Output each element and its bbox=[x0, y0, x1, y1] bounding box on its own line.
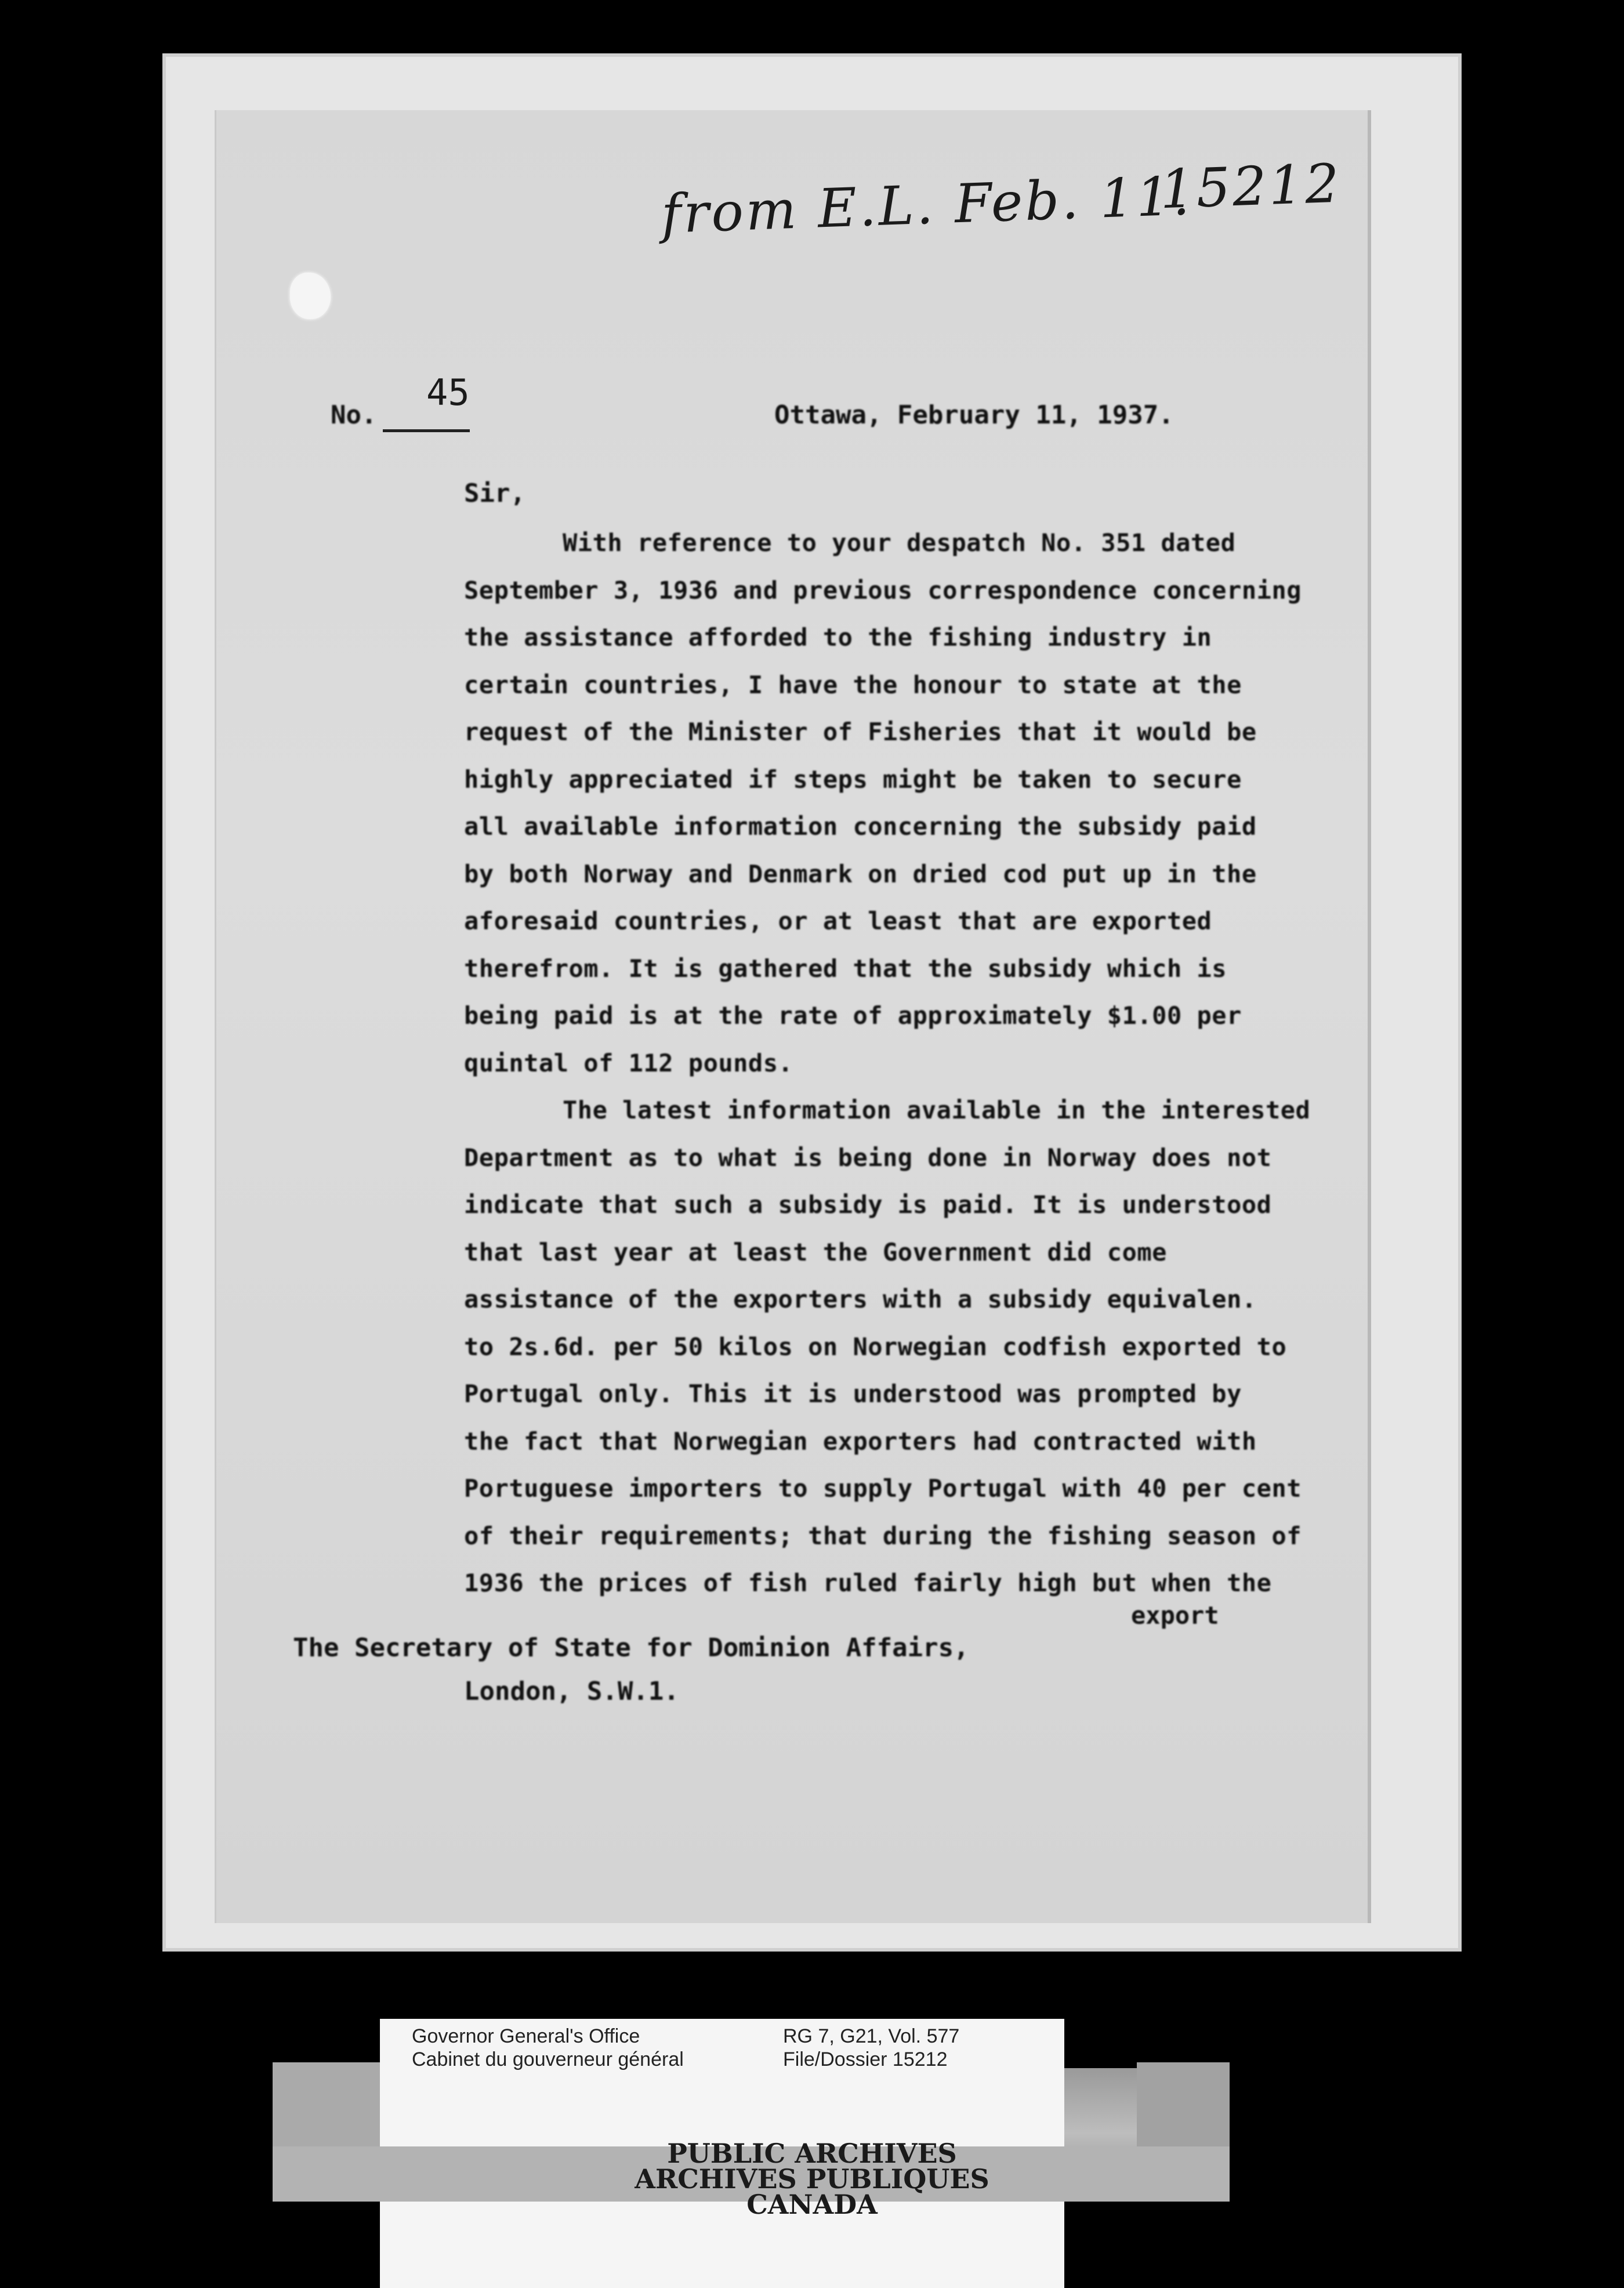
body-line: quintal of 112 pounds. bbox=[464, 1048, 793, 1077]
body-line: assistance of the exporters with a subsidy equivalen. bbox=[464, 1285, 1257, 1313]
address-city: London, S.W.1. bbox=[464, 1677, 679, 1706]
catchword: export bbox=[1131, 1601, 1219, 1630]
body-line: Portuguese importers to supply Portugal with 40 per cent bbox=[464, 1474, 1302, 1503]
body-line: all available information concerning the subsidy paid bbox=[464, 812, 1257, 841]
body-line: indicate that such a subsidy is paid. It is understood bbox=[464, 1190, 1272, 1219]
archive-stamp bbox=[0, 2138, 1624, 2220]
handwritten-file-number: 15212 bbox=[1159, 152, 1343, 221]
body-line: the assistance afforded to the fishing industry in bbox=[464, 623, 1212, 651]
body-line: by both Norway and Denmark on dried cod put up in the bbox=[464, 859, 1257, 888]
body-line: Portugal only. This it is understood was prompted by bbox=[464, 1380, 1242, 1408]
body-line: aforesaid countries, or at least that are exported bbox=[464, 907, 1212, 935]
record-group: RG 7, G21, Vol. 577 bbox=[783, 2025, 960, 2047]
letter-body bbox=[464, 519, 1311, 1607]
file-dossier: File/Dossier 15212 bbox=[783, 2048, 948, 2070]
dateline: Ottawa, February 11, 1937. bbox=[774, 400, 1174, 430]
body-line: certain countries, I have the honour to state at the bbox=[464, 670, 1242, 699]
punch-hole bbox=[290, 273, 331, 319]
body-line: highly appreciated if steps might be taken to secure bbox=[464, 765, 1242, 794]
office-name-en: Governor General's Office bbox=[412, 2025, 640, 2047]
body-line: to 2s.6d. per 50 kilos on Norwegian codfish exported to bbox=[464, 1332, 1287, 1361]
body-line: of their requirements; that during the fishing season of bbox=[464, 1521, 1302, 1550]
body-line: 1936 the prices of fish ruled fairly high but when the bbox=[464, 1569, 1272, 1597]
stamp-line: ARCHIVES PUBLIQUES bbox=[635, 2163, 989, 2195]
office-name-fr: Cabinet du gouverneur général bbox=[412, 2048, 684, 2070]
number-label: No. bbox=[331, 400, 377, 430]
despatch-number: 45 bbox=[426, 371, 470, 414]
number-underline bbox=[383, 429, 470, 432]
body-line: The latest information available in the interested bbox=[563, 1096, 1311, 1124]
file-reference bbox=[783, 2025, 959, 2071]
stamp-line: CANADA bbox=[746, 2189, 878, 2220]
handwritten-annotation: from E.L. Feb. 11. bbox=[660, 165, 1193, 245]
salutation: Sir, bbox=[464, 479, 525, 508]
body-line: that last year at least the Government did come bbox=[464, 1237, 1167, 1266]
body-line: being paid is at the rate of approximately $1.00 per bbox=[464, 1001, 1242, 1030]
body-line: request of the Minister of Fisheries that it would be bbox=[464, 718, 1257, 746]
stamp-line: PUBLIC ARCHIVES bbox=[667, 2138, 957, 2169]
office-names bbox=[412, 2025, 684, 2071]
body-line: Department as to what is being done in Norway does not bbox=[464, 1143, 1272, 1172]
body-line: the fact that Norwegian exporters had contracted with bbox=[464, 1427, 1257, 1456]
body-line: With reference to your despatch No. 351 dated bbox=[563, 528, 1236, 557]
addressee: The Secretary of State for Dominion Affairs, bbox=[293, 1633, 969, 1663]
body-line: therefrom. It is gathered that the subsidy which is bbox=[464, 954, 1227, 983]
body-line: September 3, 1936 and previous correspondence concerning bbox=[464, 575, 1302, 604]
